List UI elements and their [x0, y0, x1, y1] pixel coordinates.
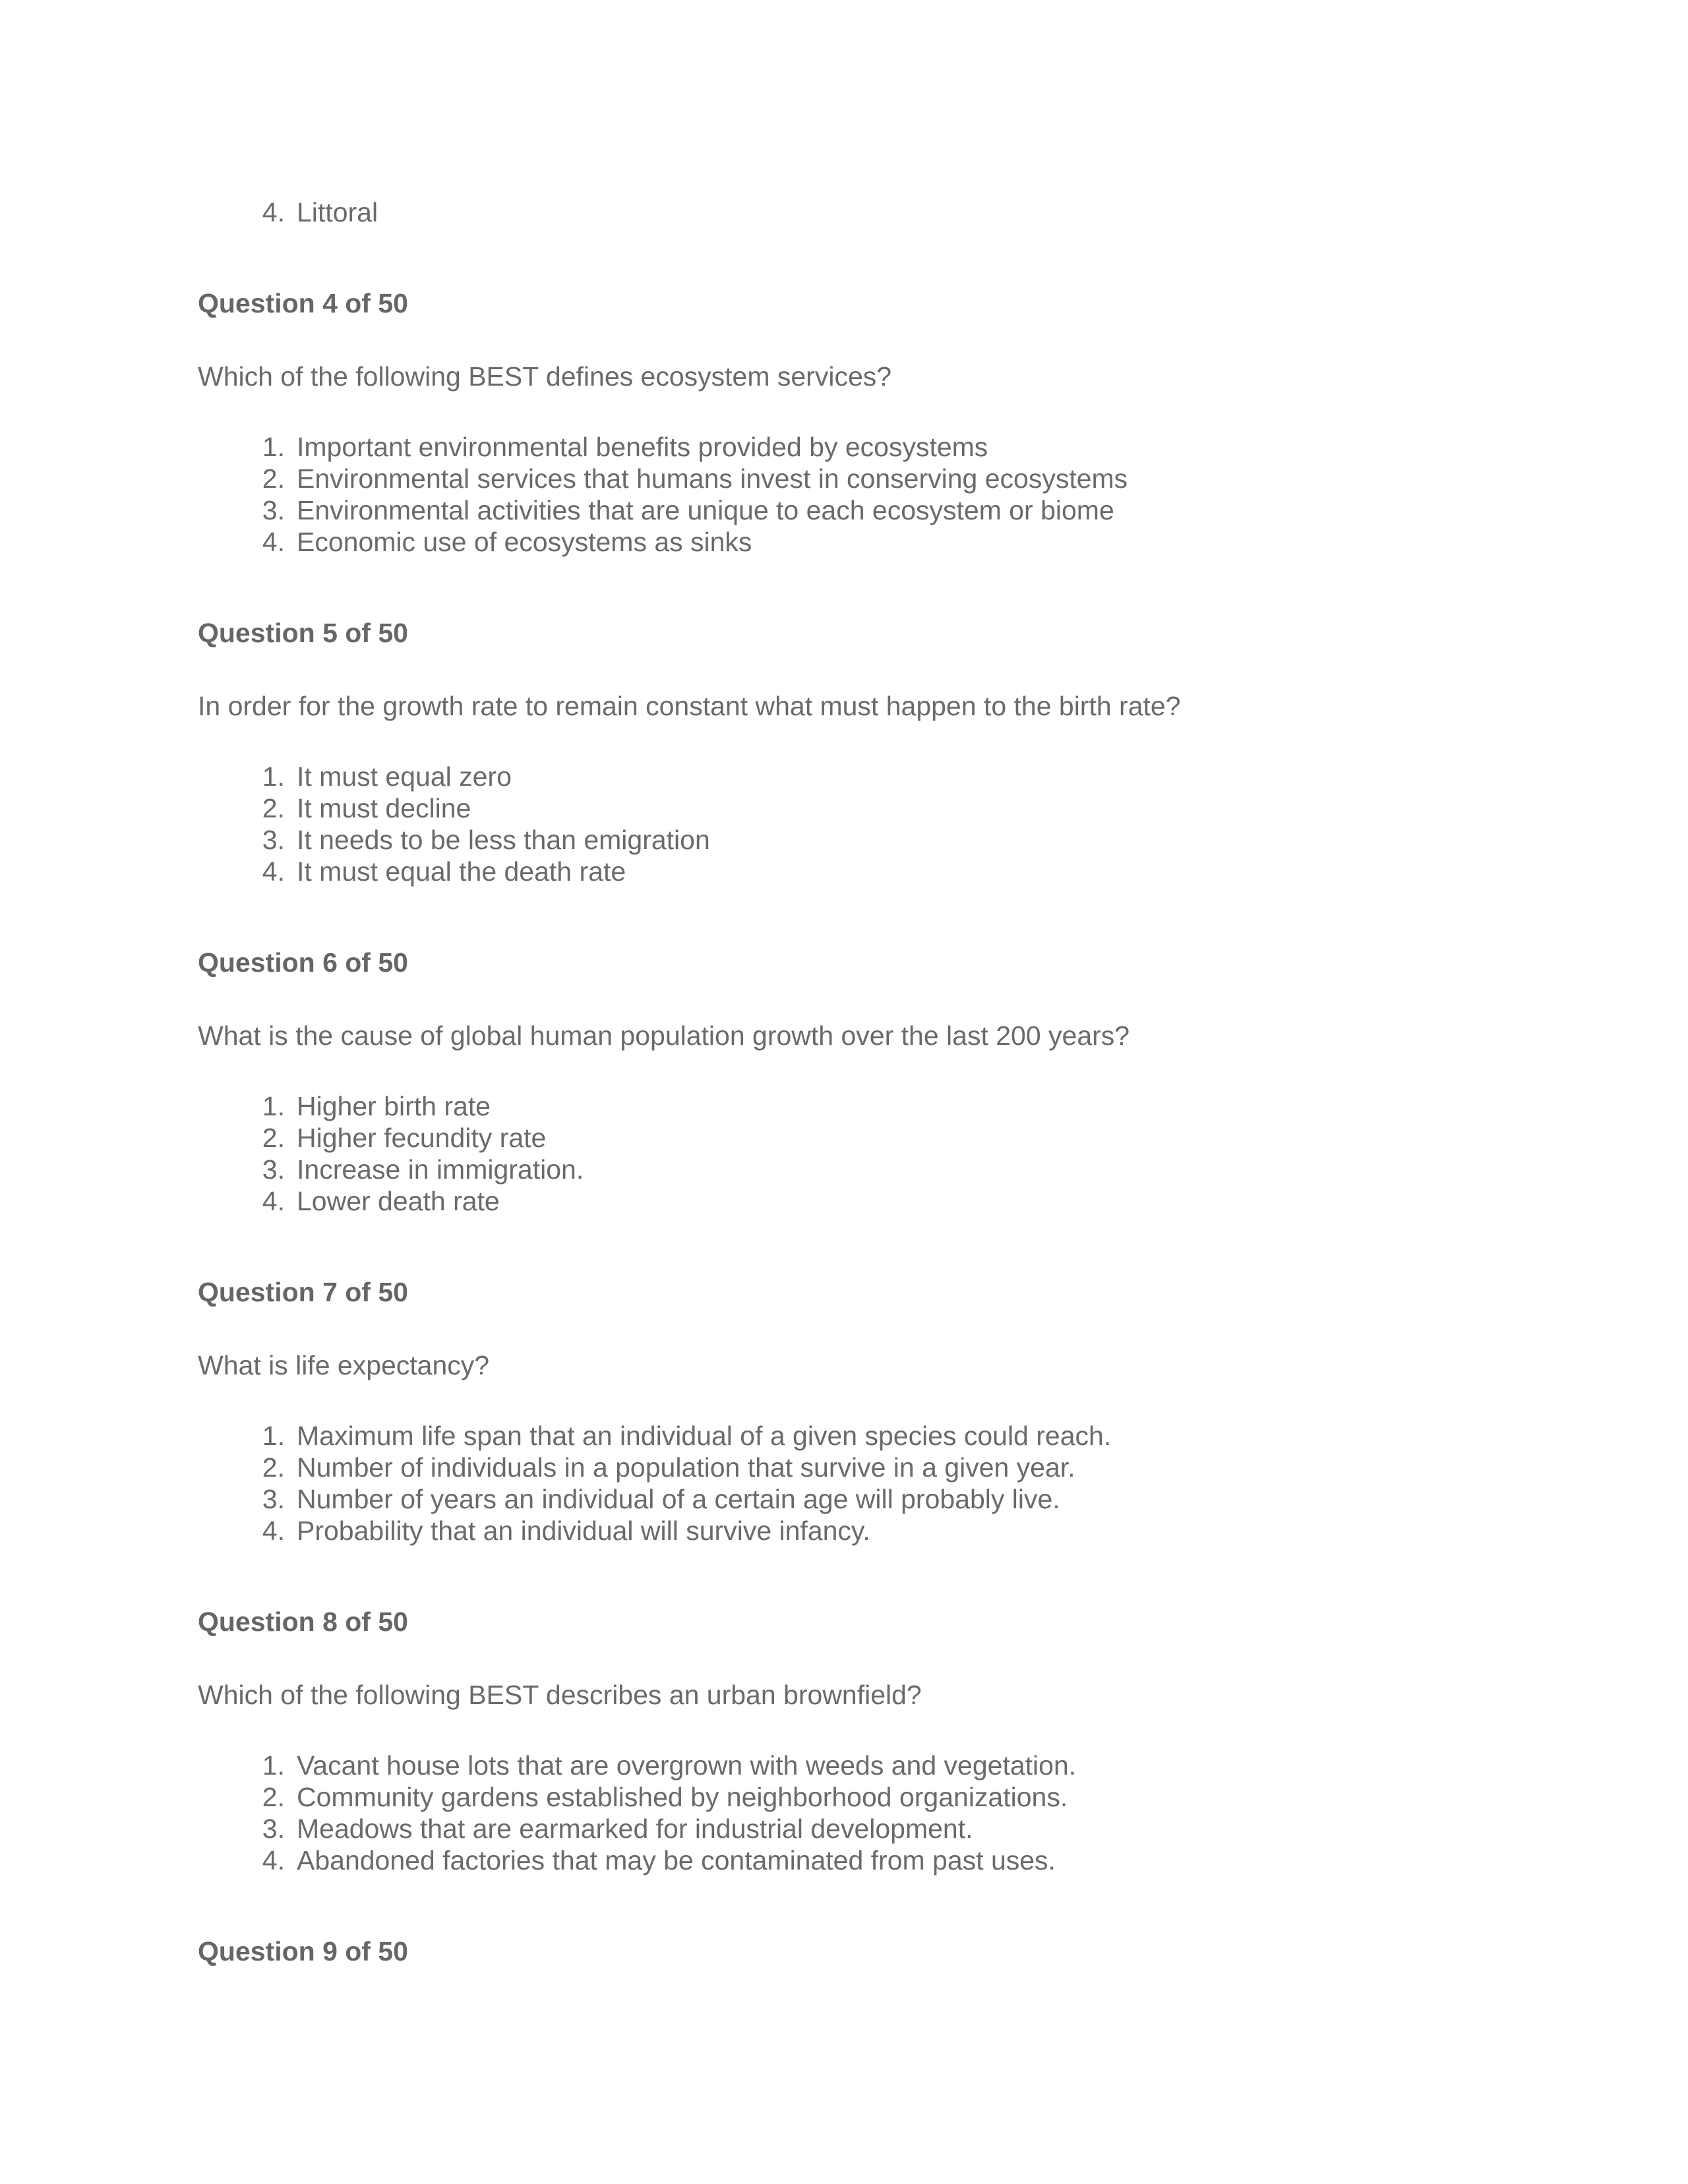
option-number: 1. — [262, 1421, 285, 1451]
option-text: Environmental activities that are unique to each ecosystem or biome — [297, 495, 1114, 525]
option-number: 1. — [262, 1750, 285, 1781]
question-prompt: What is life expectancy? — [198, 1350, 490, 1380]
option-number: 2. — [262, 1782, 285, 1812]
option-number: 3. — [262, 1154, 285, 1185]
option-number: 1. — [262, 761, 285, 792]
question-heading: Question 6 of 50 — [198, 947, 408, 978]
question-prompt: In order for the growth rate to remain constant what must happen to the birth rate? — [198, 691, 1181, 721]
option-number: 1. — [262, 432, 285, 462]
option-number: 3. — [262, 825, 285, 855]
question-prompt: Which of the following BEST describes an urban brownfield? — [198, 1680, 922, 1710]
option-text: Higher birth rate — [297, 1091, 491, 1121]
question-heading: Question 9 of 50 — [198, 1936, 408, 1966]
option-text: Abandoned factories that may be contaminated from past uses. — [297, 1845, 1056, 1875]
option-text: It must decline — [297, 793, 471, 823]
option-text: Vacant house lots that are overgrown with weeds and vegetation. — [297, 1750, 1077, 1781]
option-text: It needs to be less than emigration — [297, 825, 710, 855]
option-number: 4. — [262, 527, 285, 557]
option-number: 4. — [262, 1516, 285, 1546]
option-number: 4. — [262, 856, 285, 887]
option-number: 3. — [262, 1484, 285, 1514]
option-number: 2. — [262, 463, 285, 494]
option-text: Lower death rate — [297, 1186, 500, 1216]
option-text: Increase in immigration. — [297, 1154, 584, 1185]
question-prompt: Which of the following BEST defines ecosystem services? — [198, 361, 892, 392]
option-text: Number of years an individual of a certain age will probably live. — [297, 1484, 1060, 1514]
option-text: Maximum life span that an individual of a given species could reach. — [297, 1421, 1112, 1451]
option-number: 2. — [262, 1123, 285, 1153]
question-heading: Question 4 of 50 — [198, 288, 408, 318]
option-number: 3. — [262, 495, 285, 525]
option-text: Economic use of ecosystems as sinks — [297, 527, 752, 557]
option-text: Higher fecundity rate — [297, 1123, 547, 1153]
option-text: Community gardens established by neighborhood organizations. — [297, 1782, 1068, 1812]
question-prompt: What is the cause of global human population growth over the last 200 years? — [198, 1020, 1130, 1051]
option-text: It must equal the death rate — [297, 856, 626, 887]
option-text: Number of individuals in a population that survive in a given year. — [297, 1452, 1075, 1483]
option-number: 4. — [262, 1186, 285, 1216]
option-text: Important environmental benefits provided by ecosystems — [297, 432, 988, 462]
option-text: Meadows that are earmarked for industrial development. — [297, 1814, 973, 1844]
question-heading: Question 7 of 50 — [198, 1277, 408, 1307]
option-number: 1. — [262, 1091, 285, 1121]
question-heading: Question 5 of 50 — [198, 618, 408, 648]
option-number: 4. — [262, 1845, 285, 1875]
option-number: 4. — [262, 197, 285, 227]
option-text: Littoral — [297, 197, 378, 227]
option-number: 3. — [262, 1814, 285, 1844]
option-number: 2. — [262, 1452, 285, 1483]
option-text: It must equal zero — [297, 761, 512, 792]
question-heading: Question 8 of 50 — [198, 1607, 408, 1637]
option-text: Probability that an individual will survive infancy. — [297, 1516, 870, 1546]
option-text: Environmental services that humans invest in conserving ecosystems — [297, 463, 1128, 494]
option-number: 2. — [262, 793, 285, 823]
